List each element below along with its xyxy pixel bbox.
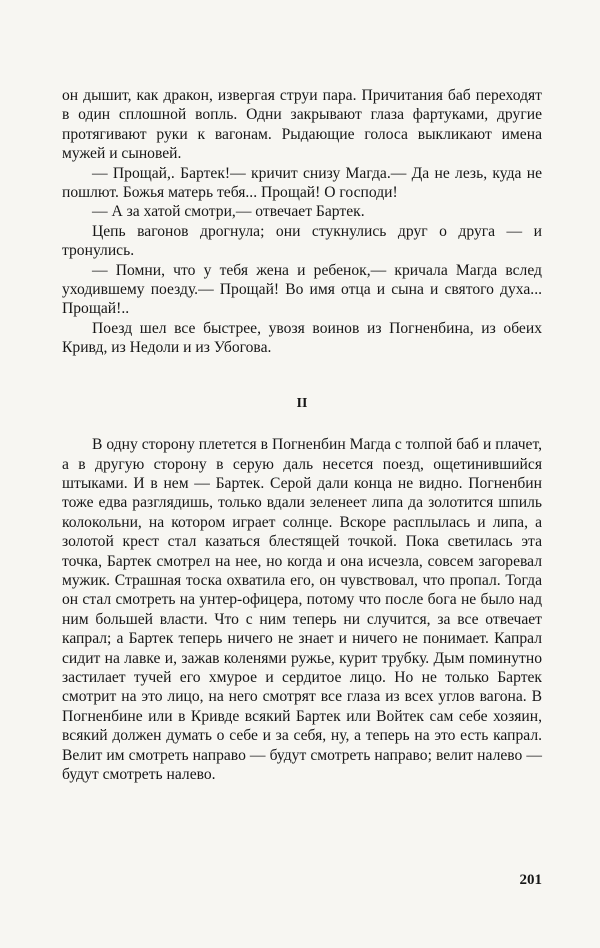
paragraph: — А за хатой смотри,— отвечает Бартек. xyxy=(92,203,365,221)
section-heading: II xyxy=(296,395,308,411)
paragraph: — Прощай,. Бартек!— кричит снизу Магда.— Да не лезь, куда не пошлют. Божья матерь тебя... Прощай! О господи! xyxy=(62,164,542,202)
paragraph: — Помни, что у тебя жена и ребенок,— кричала Магда вслед уходившему поезду.— Прощай! Во имя отца и сына и святого духа... Прощай!.. xyxy=(62,261,542,318)
paragraph: он дышит, как дракон, извергая струи пара. Причитания баб переходят в один сплошной вопль. Одни закрывают глаза фартуками, другие протягивают руки к вагонам. Рыдающие голоса выкликают имена мужей и сыновей. xyxy=(62,87,542,163)
paragraph: Цепь вагонов дрогнула; они стукнулись друг о друга — и тронулись. xyxy=(62,222,542,260)
paragraph: Поезд шел все быстрее, увозя воинов из Погненбина, из обеих Кривд, из Недоли и из Убогова. xyxy=(62,319,542,357)
paragraph: В одну сторону плетется в Погненбин Магда с толпой баб и плачет, а в другую сторону в серую даль несется поезд, ощетинившийся штыками. И в нем — Бартек. Серой дали конца не видно. Погненбин тоже едва разглядишь, только вдали зеленеет липа да золотится шпиль колокольни, на котором играет солнце. Вскоре расплылась и липа, а золотой крест стал казаться блестящей точкой. Пока светилась эта точка, Бартек смотрел на нее, но когда и она исчезла, совсем загоревал мужик. Страшная тоска охватила его, он чувствовал, что пропал. Тогда он стал смотреть на унтер-офицера, потому что после бога не было над ним большей власти. Что с ним теперь ни случится, за все отвечает капрал; а Бартек теперь ничего не знает и ничего не понимает. Капрал сидит на лавке и, зажав коленями ружье, курит трубку. Дым поминутно застилает тучей его хмурое и сердитое лицо. Но не только Бартек смотрит на это лицо, на него смотрят все глаза из всех углов вагона. В Погненбине или в Кривде всякий Бартек или Войтек сам себе хозяин, всякий должен думать о себе и за себя, ну, а теперь на это есть капрал. Велит им смотреть направо — будут смотреть направо; велит налево — будут смотреть налево. xyxy=(62,436,542,783)
page-body xyxy=(62,86,542,784)
page-number: 201 xyxy=(519,872,542,888)
